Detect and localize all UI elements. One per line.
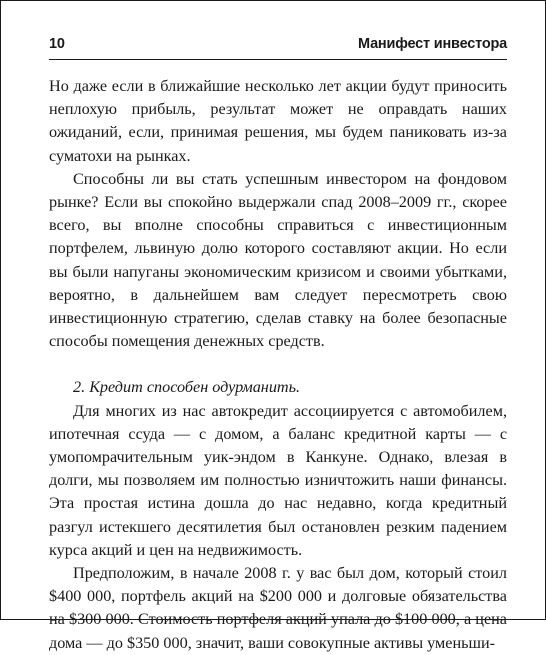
paragraph: Для многих из нас автокредит ассоциируется с автомобилем, ипотечная ссуда — с домом, а баланс кредитной карты — с умопомрачительным уик-эндом в Канкуне. Однако, влезая в долги, мы позволяем им полностью изничтожить наши финансы. Эта простая истина дошла до нас недавно, когда кредитный разгул истекшего десятилетия был остановлен резким падением курса акций и цен на недвижимость. [49, 401, 507, 559]
running-title: Манифест инвестора [358, 36, 507, 52]
section-heading: 2. Кредит способен одурманить. [73, 378, 301, 397]
paragraph: Но даже если в ближайшие несколько лет акции будут приносить неплохую прибыль, результат может не оправдать наших ожиданий, если, принимая решения, мы будем паниковать из-за суматохи на рынках. [49, 77, 507, 165]
paragraph: Способны ли вы стать успешным инвестором на фондовом рынке? Если вы спокойно выдержали спад 2008–2009 гг., скорее всего, вы вполне способны справиться с инвестиционным портфелем, львиную долю которого составляют акции. Но если вы были напуганы экономическим кризисом и своими убытками, вероятно, в дальнейшем вам следует пересмотреть свою инвестиционную стратегию, сделав ставку на более безопасные способы помещения денежных средств. [49, 169, 507, 351]
page-header [49, 34, 507, 54]
header-divider [49, 59, 507, 60]
paragraph: Предположим, в начале 2008 г. у вас был дом, который стоил $400 000, портфель акций на $200 000 и долговые обязательства на $300 000. Стоимость портфеля акций упала до $100 000, а цена дома — до $350 000, значит, ваши совокупные активы уменьши- [49, 564, 507, 652]
page-body [49, 75, 507, 655]
page-number: 10 [49, 36, 65, 52]
